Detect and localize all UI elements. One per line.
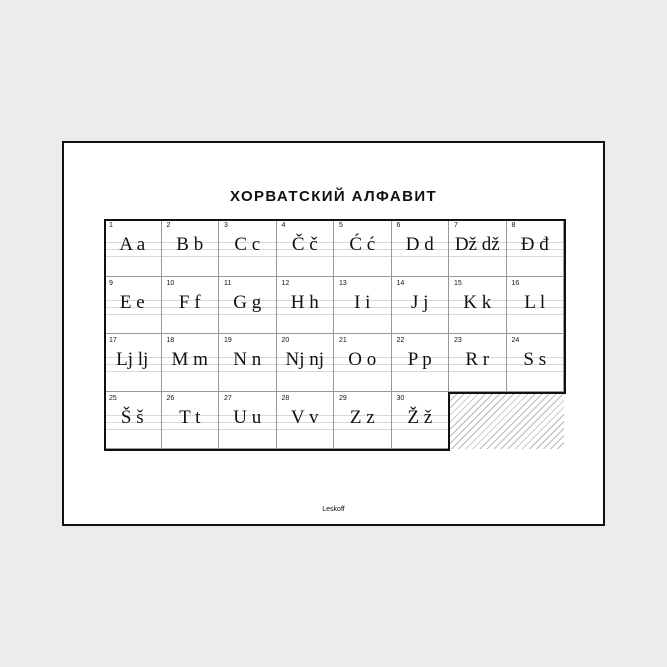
letter-glyph: Č č <box>291 234 318 255</box>
letter-glyph: Š š <box>120 406 144 428</box>
letter-glyph: A a <box>119 234 146 255</box>
letter-number: 30 <box>396 394 405 402</box>
letter-number: 17 <box>109 337 117 344</box>
letter-glyph: E e <box>119 291 145 313</box>
letter-glyph: Lj lj <box>116 349 149 370</box>
letter-number: 24 <box>511 337 520 344</box>
letter-glyph: R r <box>465 349 490 370</box>
poster-title: ХОРВАТСКИЙ АЛФАВИТ <box>229 188 438 205</box>
letter-number: 16 <box>511 279 520 287</box>
letter-glyph: N n <box>233 349 262 370</box>
letter-glyph: Đ đ <box>520 234 549 255</box>
letter-number: 19 <box>224 337 232 344</box>
letter-glyph: U u <box>233 406 262 428</box>
letter-glyph: T t <box>179 406 201 428</box>
letter-number: 6 <box>396 222 401 229</box>
letter-number: 14 <box>396 279 405 287</box>
letter-glyph: G g <box>233 291 262 313</box>
letter-glyph: Ž ž <box>407 406 433 428</box>
letter-glyph: P p <box>407 349 432 370</box>
letter-glyph: M m <box>171 349 208 370</box>
letter-number: 3 <box>224 222 228 229</box>
letter-number: 28 <box>281 394 290 402</box>
letter-number: 25 <box>109 394 117 402</box>
letter-number: 27 <box>224 394 232 402</box>
letter-glyph: Z z <box>349 406 375 428</box>
letter-glyph: F f <box>178 291 201 313</box>
letter-number: 13 <box>339 279 347 287</box>
letter-glyph: L l <box>524 291 546 313</box>
letter-number: 20 <box>281 337 290 344</box>
alphabet-grid <box>104 219 566 451</box>
letter-number: 23 <box>454 337 462 344</box>
letter-number: 22 <box>396 337 405 344</box>
letter-number: 18 <box>166 337 175 344</box>
letter-number: 12 <box>281 279 290 287</box>
letter-number: 21 <box>339 337 347 344</box>
letter-number: 9 <box>109 279 113 287</box>
grid-outline <box>104 219 566 451</box>
letter-glyph: K k <box>463 291 492 313</box>
letter-number: 29 <box>339 394 347 402</box>
letter-number: 1 <box>109 222 113 229</box>
letter-glyph: V v <box>290 406 319 428</box>
letter-glyph: O o <box>348 349 377 370</box>
letter-glyph: Dž dž <box>454 234 500 255</box>
grid-border <box>105 220 565 450</box>
letter-number: 15 <box>454 279 462 287</box>
letter-glyph: H h <box>290 291 319 313</box>
alphabet-poster <box>62 141 605 526</box>
letter-number: 5 <box>339 222 343 229</box>
letter-glyph: I i <box>354 291 371 313</box>
letter-number: 2 <box>166 222 171 229</box>
letter-number: 7 <box>454 222 458 229</box>
letter-glyph: Nj nj <box>285 349 325 370</box>
letter-number: 8 <box>511 222 516 229</box>
letter-number: 11 <box>224 279 232 287</box>
letter-glyph: Ć ć <box>349 234 376 255</box>
letter-glyph: D d <box>405 234 434 255</box>
letter-number: 4 <box>281 222 286 229</box>
letter-glyph: J j <box>411 291 429 313</box>
letter-glyph: S s <box>523 349 547 370</box>
letter-glyph: B b <box>176 234 204 255</box>
letter-number: 26 <box>166 394 175 402</box>
letter-glyph: C c <box>234 234 261 255</box>
letter-number: 10 <box>166 279 175 287</box>
brand-logo-text: Leskoff <box>322 506 345 513</box>
